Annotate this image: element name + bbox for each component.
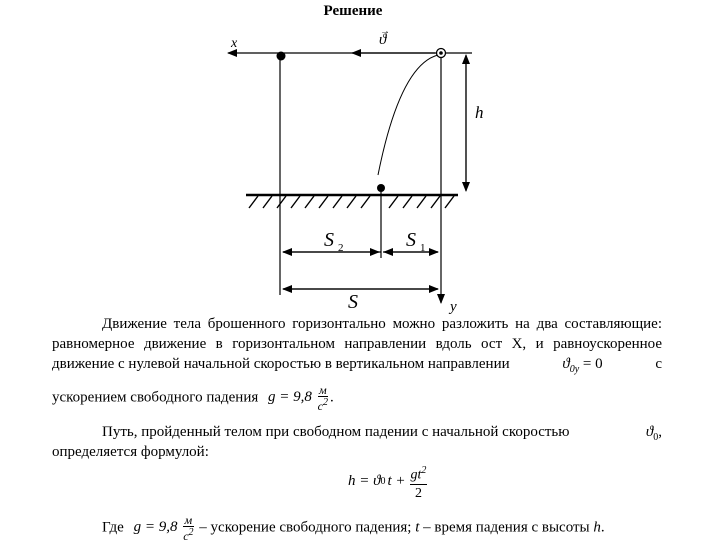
velocity-vector-mark: → (380, 26, 390, 37)
y-axis-label: y (450, 299, 457, 315)
s1-label: S (406, 229, 416, 251)
vertical-velocity-formula: $ϑ_{0y} = 0$ (562, 356, 603, 375)
paragraph1-line1: Движение тела брошенного горизонтально можно разложить на два составляющие: (102, 316, 662, 332)
height-formula: h = ϑ 0 t + $\frac{gt^2}{2}$ (348, 462, 429, 502)
landing-point (377, 184, 385, 192)
height-formula-fraction: $\frac{gt^2}{2}$ (410, 462, 428, 502)
x-axis-label: x (231, 36, 238, 51)
paragraph1-line4: ускорением свободного падения g = 9,8 $\frac{м}{c^2}$ . (52, 383, 334, 413)
s-total-label: S (348, 291, 358, 313)
trajectory-curve (378, 55, 438, 175)
paragraph2-line1: Путь, пройденный телом при свободном падении с начальной скоростью $ϑ_0$, (102, 424, 662, 443)
where-gravity-unit: $\frac{м}{c^2}$ (183, 513, 194, 543)
paragraph1-line2: равномерное движение в горизонтальном направлении вдоль ост X, и равноускоренное (52, 336, 662, 352)
velocity-label: ϑ (379, 32, 387, 48)
solution-title: Решение (323, 3, 383, 19)
gravity-unit: $\frac{м}{c^2}$ (317, 383, 328, 413)
paragraph1-line3 (52, 354, 662, 380)
paragraph1-line3-text: движение с нулевой начальной скоростью в вертикальном направлении (52, 356, 510, 372)
paragraph2-line2: определяется формулой: (52, 444, 209, 460)
launch-point-core (439, 51, 443, 55)
paragraph1-line3-end: с (655, 356, 662, 372)
start-point (277, 52, 286, 61)
s2-subscript: 2 (338, 242, 344, 254)
s2-label: S (324, 229, 334, 251)
where-line: Где g = 9,8 $\frac{м}{c^2}$ – ускорение свободного падения; t – время падения с высоты h. (102, 513, 605, 543)
gravity-formula: g = 9,8 (268, 389, 312, 406)
height-label: h (475, 103, 484, 122)
s1-subscript: 1 (420, 242, 426, 254)
